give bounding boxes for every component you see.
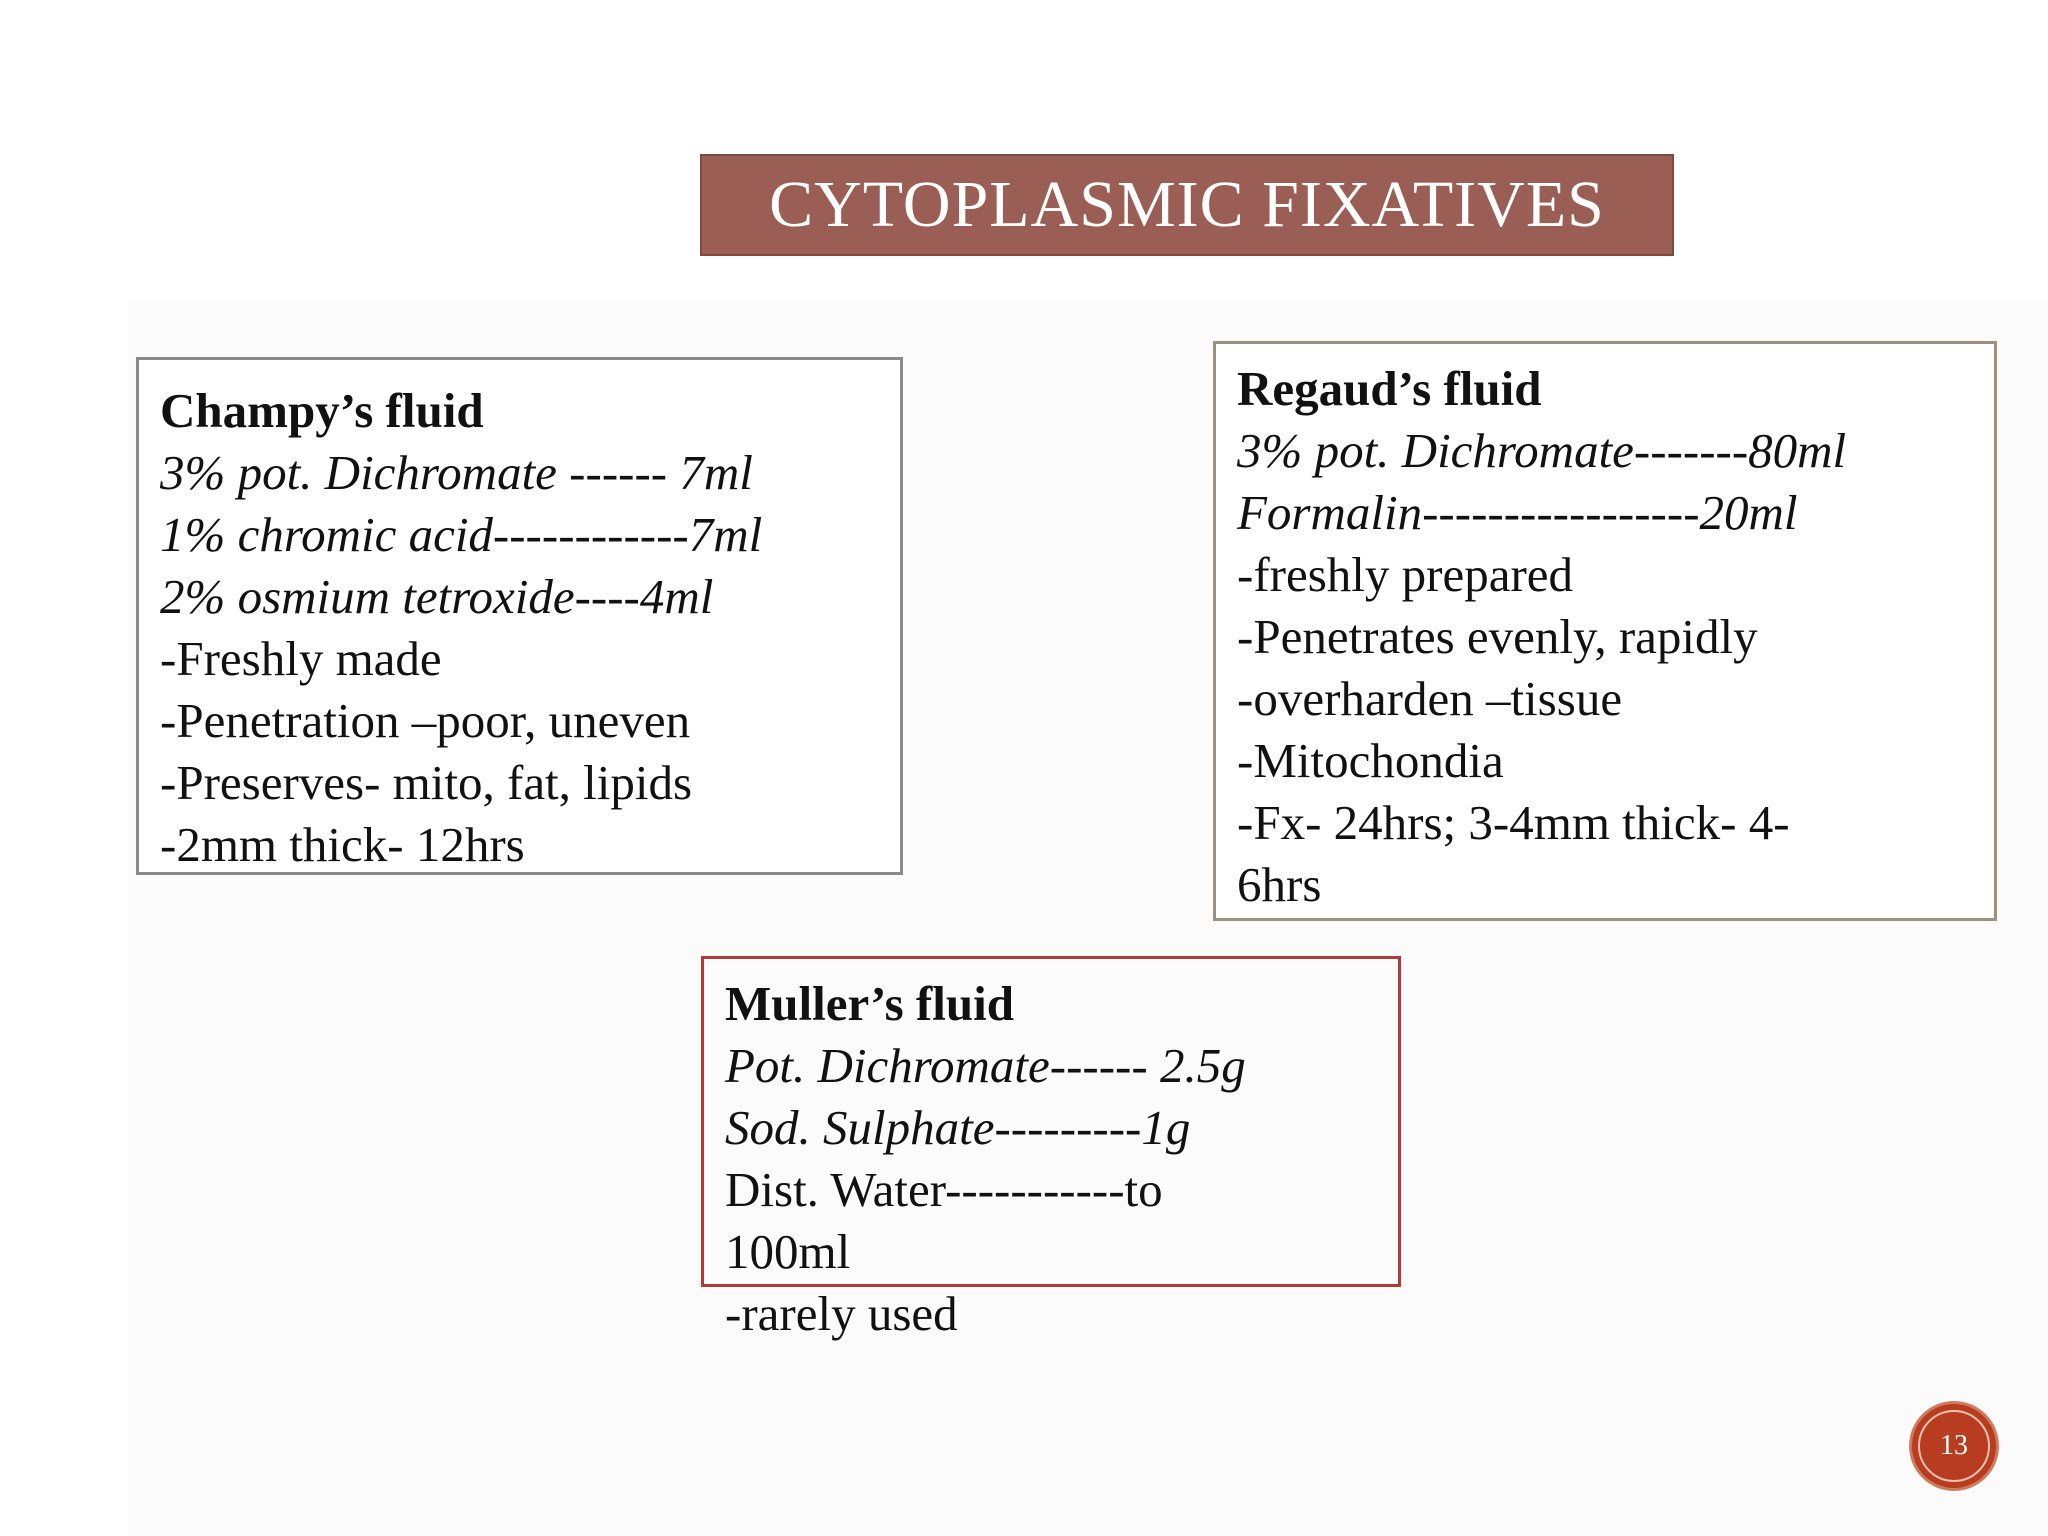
muller-fluid-card — [701, 956, 1401, 1341]
regaud-note-line: 6hrs — [1237, 857, 1322, 912]
champy-note-line: -2mm thick- 12hrs — [160, 817, 525, 872]
champy-formula-line: 3% pot. Dichromate ------ 7ml — [160, 445, 753, 500]
slide-title-box — [700, 154, 1674, 256]
regaud-note-line: -Fx- 24hrs; 3-4mm thick- 4- — [1237, 795, 1790, 850]
champy-formula-line: 2% osmium tetroxide----4ml — [160, 569, 714, 624]
champy-note-line: -Penetration –poor, uneven — [160, 693, 691, 748]
regaud-note-line: -overharden –tissue — [1237, 671, 1623, 726]
regaud-fluid-heading: Regaud’s fluid — [1237, 361, 1542, 416]
page-number: 13 — [1940, 1430, 1968, 1461]
slide-title: CYTOPLASMIC FIXATIVES — [769, 168, 1605, 241]
muller-note-line: 100ml — [725, 1224, 851, 1279]
champy-formula-line: 1% chromic acid------------7ml — [160, 507, 763, 562]
muller-note-line: -rarely used — [725, 1286, 958, 1341]
regaud-note-line: -freshly prepared — [1237, 547, 1574, 602]
champy-note-line: -Freshly made — [160, 631, 442, 686]
regaud-note-line: -Mitochondia — [1237, 733, 1504, 788]
champy-note-line: -Preserves- mito, fat, lipids — [160, 755, 693, 810]
regaud-formula-line: 3% pot. Dichromate-------80ml — [1237, 423, 1847, 478]
regaud-formula-line: Formalin-----------------20ml — [1237, 485, 1798, 540]
muller-formula-line: Sod. Sulphate---------1g — [725, 1100, 1191, 1155]
champy-fluid-content — [160, 380, 762, 876]
muller-fluid-content — [725, 973, 1246, 1345]
regaud-fluid-card — [1213, 341, 1997, 921]
champy-fluid-card — [136, 357, 903, 875]
regaud-fluid-content — [1237, 358, 1846, 916]
regaud-note-line: -Penetrates evenly, rapidly — [1237, 609, 1758, 664]
page-number-badge — [1912, 1404, 1996, 1488]
muller-formula-line: Pot. Dichromate------ 2.5g — [725, 1038, 1246, 1093]
muller-fluid-heading: Muller’s fluid — [725, 976, 1014, 1031]
muller-note-line: Dist. Water-----------to — [725, 1162, 1163, 1217]
champy-fluid-heading: Champy’s fluid — [160, 383, 484, 438]
